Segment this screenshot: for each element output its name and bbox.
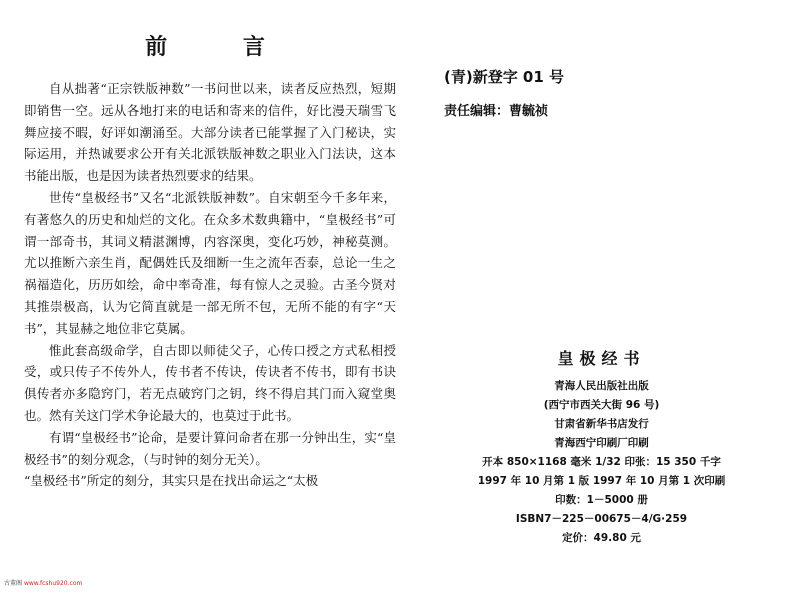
preface-paragraph: 惟此套高级命学，自古即以师徒父子，心传口授之方式私相授受，或只传子不传外人，传书者不传诀，传诀者不传书，即有书诀俱传者亦多隐窍门，若无点破窍门之钥，终不得启其门而入窥堂奥也。然有关这门学术争论最大的，也莫过于此书。 (24, 342, 396, 423)
colophon (410, 346, 793, 548)
editor-credit: 责任编辑：曹毓祯 (444, 104, 549, 119)
distributor: 甘肃省新华书店发行 (554, 418, 649, 430)
registration-number: (青)新登字 01 号 (444, 68, 565, 86)
format-info: 开本 850×1168 毫米 1/32 印张：15 350 千字 (482, 456, 721, 468)
scan-footer (4, 578, 82, 587)
footer-url: www.fcshu920.com (23, 580, 83, 587)
book-title: 皇极经书 (557, 349, 646, 368)
printer: 青海西宁印刷厂印刷 (554, 437, 649, 449)
preface-paragraph: 自从拙著“正宗铁版神数”一书问世以来，读者反应热烈，短期即销售一空。远从各地打来的电话和寄来的信件，好比漫天瑞雪飞舞应接不暇，好评如潮涌至。大部分读者已能掌握了入门秘诀，实际运用，并热诚要求公开有关北派铁版神数之职业入门法诀，这本书能出版，也是因为读者热烈要求的结果。 (24, 81, 396, 184)
preface-title: 前 言 (145, 34, 299, 60)
publisher: 青海人民出版社出版 (554, 380, 649, 392)
publisher-address: (西宁市西关大街 96 号) (543, 399, 660, 411)
preface-paragraph: 世传“皇极经书”又名“北派铁版神数”。自宋朝至今千多年来，有著悠久的历史和灿烂的文化。在众多术数典籍中，“皇极经书”可谓一部奇书，其词义精湛渊博，内容深奥，变化巧妙，神秘莫测。尤以推断六亲生肖，配偶姓氏及细断一生之流年否泰，总论一生之祸福造化，历历如绘，命中率奇准，每有惊人之灵验。古圣今贤对其推崇极高，认为它简直就是一部无所不包，无所不能的有字“天书”，其显赫之地位非它莫属。 (24, 189, 396, 336)
preface-paragraph: 有谓“皇极经书”论命，是要计算问命者在那一分钟出生，实“皇极经书”的刻分观念，（与时钟的刻分无关）。 (24, 429, 396, 467)
edition-info: 1997 年 10 月第 1 版 1997 年 10 月第 1 次印刷 (477, 475, 726, 487)
footer-label: 古董阁 (4, 580, 23, 587)
isbn: ISBN7－225－00675－4/G·259 (515, 513, 688, 525)
right-page (410, 0, 793, 593)
print-run: 印数：1－5000 册 (555, 494, 648, 506)
preface-paragraph: “皇极经书”所定的刻分，其实只是在找出命运之“太极 (24, 473, 319, 489)
preface-body (24, 78, 396, 492)
price: 定价：49.80 元 (562, 532, 641, 544)
